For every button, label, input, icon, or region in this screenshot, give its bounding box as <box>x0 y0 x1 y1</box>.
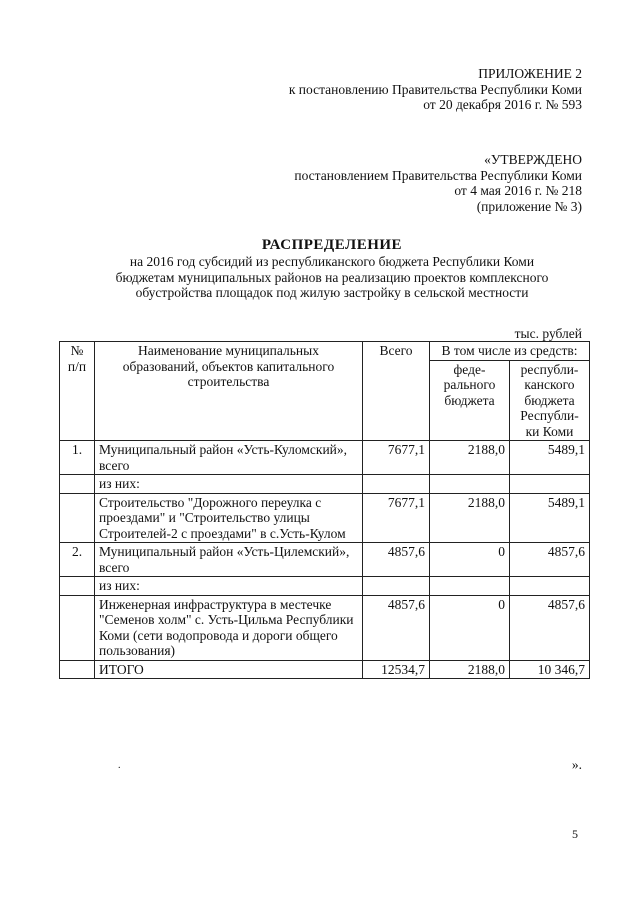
header-num: № п/п <box>60 342 95 441</box>
appendix-header <box>289 66 582 113</box>
title-line-2: бюджетам муниципальных районов на реализацию проектов комплексного <box>115 269 549 285</box>
row-total: 4857,6 <box>363 595 430 660</box>
header-federal: феде-рального бюджета <box>430 360 510 441</box>
row-name: Строительство "Дорожного переулка с проездами" и "Строительство улицы Строителей-2 с проездами" в с.Усть-Кулом <box>95 493 363 543</box>
table-row <box>60 441 590 475</box>
page-number: 5 <box>572 827 578 841</box>
row-total <box>363 577 430 596</box>
table-total-row <box>60 660 590 679</box>
row-name: Муниципальный район «Усть-Цилемский», всего <box>95 543 363 577</box>
row-total: 7677,1 <box>363 493 430 543</box>
row-republic: 4857,6 <box>510 543 590 577</box>
approved-date: от 4 мая 2016 г. № 218 <box>454 183 582 198</box>
header-republic: республи-канского бюджета Республи-ки Коми <box>510 360 590 441</box>
row-total: 4857,6 <box>363 543 430 577</box>
approved-label: «УТВЕРЖДЕНО <box>484 152 582 167</box>
row-name: из них: <box>95 475 363 494</box>
table-header-row <box>60 342 590 361</box>
approved-appendix: (приложение № 3) <box>476 198 582 214</box>
row-federal: 0 <box>430 595 510 660</box>
row-total <box>363 475 430 494</box>
distribution-table <box>59 341 590 679</box>
row-name: ИТОГО <box>95 660 363 679</box>
row-republic: 10 346,7 <box>510 660 590 679</box>
stray-dot: . <box>118 760 121 771</box>
appendix-reference: к постановлению Правительства Республики Коми <box>288 81 582 97</box>
row-republic: 5489,1 <box>510 493 590 543</box>
units-label: тыс. рублей <box>514 326 582 341</box>
table-row <box>60 493 590 543</box>
row-name: Муниципальный район «Усть-Куломский», всего <box>95 441 363 475</box>
row-total: 12534,7 <box>363 660 430 679</box>
row-federal <box>430 577 510 596</box>
header-group: В том числе из средств: <box>430 342 590 361</box>
row-federal: 2188,0 <box>430 441 510 475</box>
row-name: из них: <box>95 577 363 596</box>
title-line-3: обустройства площадок под жилую застройку в сельской местности <box>135 285 529 300</box>
row-total: 7677,1 <box>363 441 430 475</box>
table-row <box>60 577 590 596</box>
appendix-title: ПРИЛОЖЕНИЕ 2 <box>478 66 582 81</box>
row-num <box>60 493 95 543</box>
appendix-date: от 20 декабря 2016 г. № 593 <box>423 97 582 112</box>
row-republic <box>510 475 590 494</box>
row-federal: 2188,0 <box>430 493 510 543</box>
row-num: 1. <box>60 441 95 475</box>
closing-quote: ». <box>571 757 582 772</box>
row-republic: 4857,6 <box>510 595 590 660</box>
table-row <box>60 595 590 660</box>
approved-by: постановлением Правительства Республики Коми <box>294 167 582 183</box>
row-federal <box>430 475 510 494</box>
row-federal: 2188,0 <box>430 660 510 679</box>
row-num: 2. <box>60 543 95 577</box>
approval-stamp <box>294 152 582 214</box>
row-num <box>60 595 95 660</box>
document-title <box>82 236 582 301</box>
row-num <box>60 577 95 596</box>
row-num <box>60 475 95 494</box>
row-federal: 0 <box>430 543 510 577</box>
row-name: Инженерная инфраструктура в местечке "Семенов холм" с. Усть-Цильма Республики Коми (сети водопровода и дороги общего пользования) <box>95 595 363 660</box>
header-name: Наименование муниципальных образований, объектов капитального строительства <box>95 342 363 441</box>
row-republic: 5489,1 <box>510 441 590 475</box>
table-row <box>60 543 590 577</box>
title-line-1: на 2016 год субсидий из республиканского бюджета Республики Коми <box>129 254 535 269</box>
header-total: Всего <box>363 342 430 441</box>
row-republic <box>510 577 590 596</box>
title-heading: РАСПРЕДЕЛЕНИЕ <box>261 237 403 253</box>
table-row <box>60 475 590 494</box>
row-num <box>60 660 95 679</box>
